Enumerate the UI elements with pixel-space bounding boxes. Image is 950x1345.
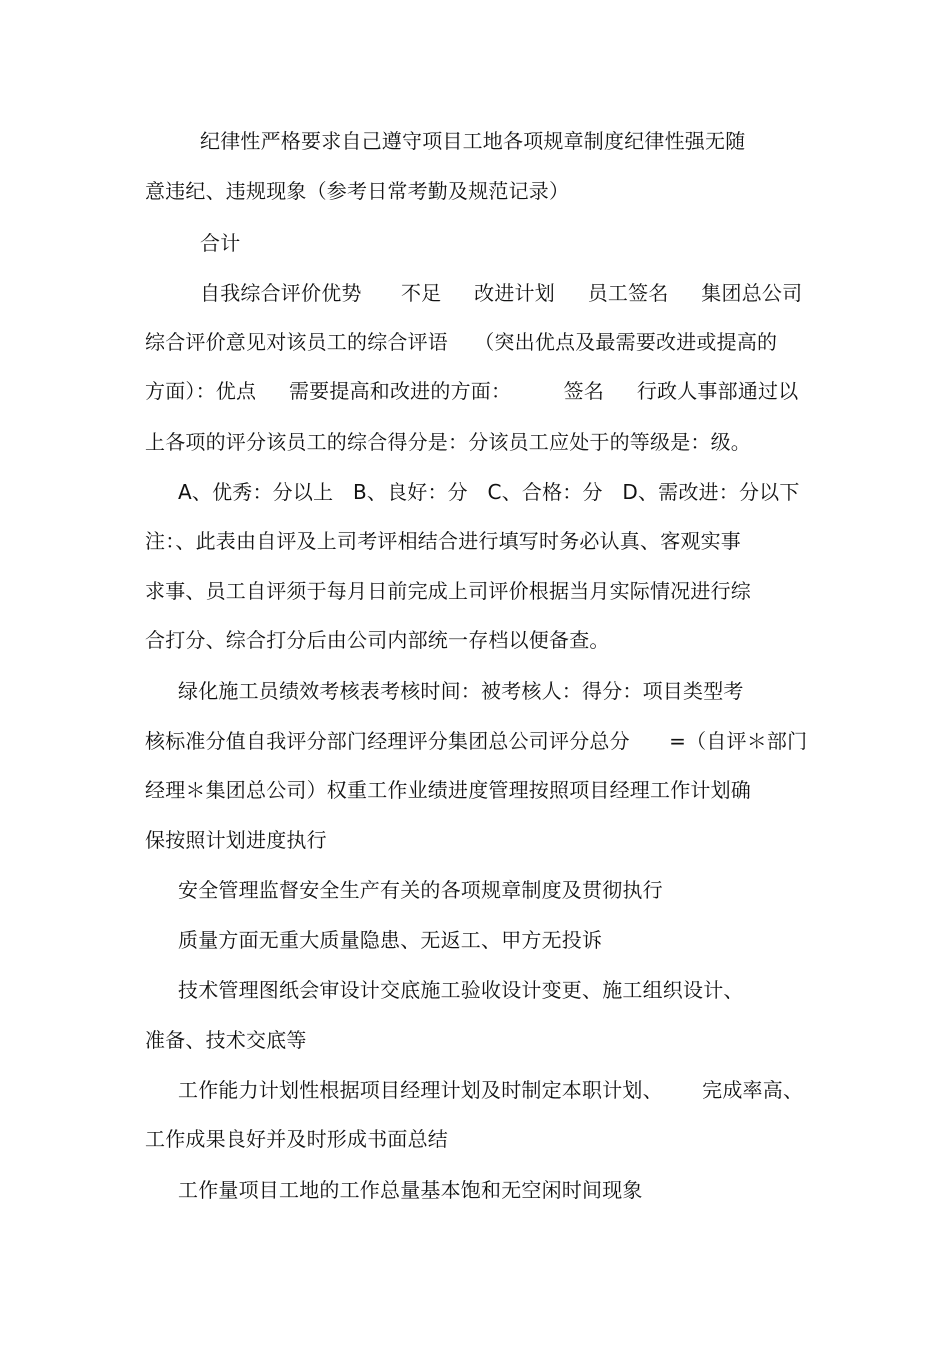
text-line: 工作能力计划性根据项目经理计划及时制定本职计划、 完成率高、: [178, 1078, 804, 1102]
text-line: 保按照计划进度执行: [145, 828, 327, 852]
text-line: 上各项的评分该员工的综合得分是：分该员工应处于的等级是：级。: [145, 430, 751, 454]
text-line: 方面）：优点 需要提高和改进的方面： 签名 行政人事部通过以: [145, 379, 799, 403]
text-line: 技术管理图纸会审设计交底施工验收设计变更、施工组织设计、: [178, 978, 744, 1002]
text-line: 准备、技术交底等: [145, 1028, 307, 1052]
text-line: 意违纪、违规现象（参考日常考勤及规范记录）: [145, 179, 570, 203]
text-line: 经理＊集团总公司）权重工作业绩进度管理按照项目经理工作计划确: [145, 778, 751, 802]
text-line: 求事、员工自评须于每月日前完成上司评价根据当月实际情况进行综: [145, 579, 751, 603]
text-line: 核标准分值自我评分部门经理评分集团总公司评分总分 =（自评＊部门: [145, 729, 808, 753]
text-line: 绿化施工员绩效考核表考核时间：被考核人：得分：项目类型考: [178, 679, 744, 703]
text-line: 工作量项目工地的工作总量基本饱和无空闲时间现象: [178, 1178, 643, 1202]
text-line: 注：、此表由自评及上司考评相结合进行填写时务必认真、客观实事: [145, 529, 741, 553]
text-line: 合计: [200, 231, 241, 255]
text-line: 质量方面无重大质量隐患、无返工、甲方无投诉: [178, 928, 603, 952]
text-line: 自我综合评价优势 不足 改进计划 员工签名 集团总公司: [200, 281, 803, 305]
text-line: 纪律性严格要求自己遵守项目工地各项规章制度纪律性强无随: [200, 129, 746, 153]
text-line: 安全管理监督安全生产有关的各项规章制度及贯彻执行: [178, 878, 663, 902]
text-line: 工作成果良好并及时形成书面总结: [145, 1127, 448, 1151]
text-line: 综合评价意见对该员工的综合评语 （突出优点及最需要改进或提高的: [145, 330, 778, 354]
text-line: A、优秀：分以上 B、良好：分 C、合格：分 D、需改进：分以下: [178, 480, 800, 504]
text-line: 合打分、综合打分后由公司内部统一存档以便备查。: [145, 628, 610, 652]
